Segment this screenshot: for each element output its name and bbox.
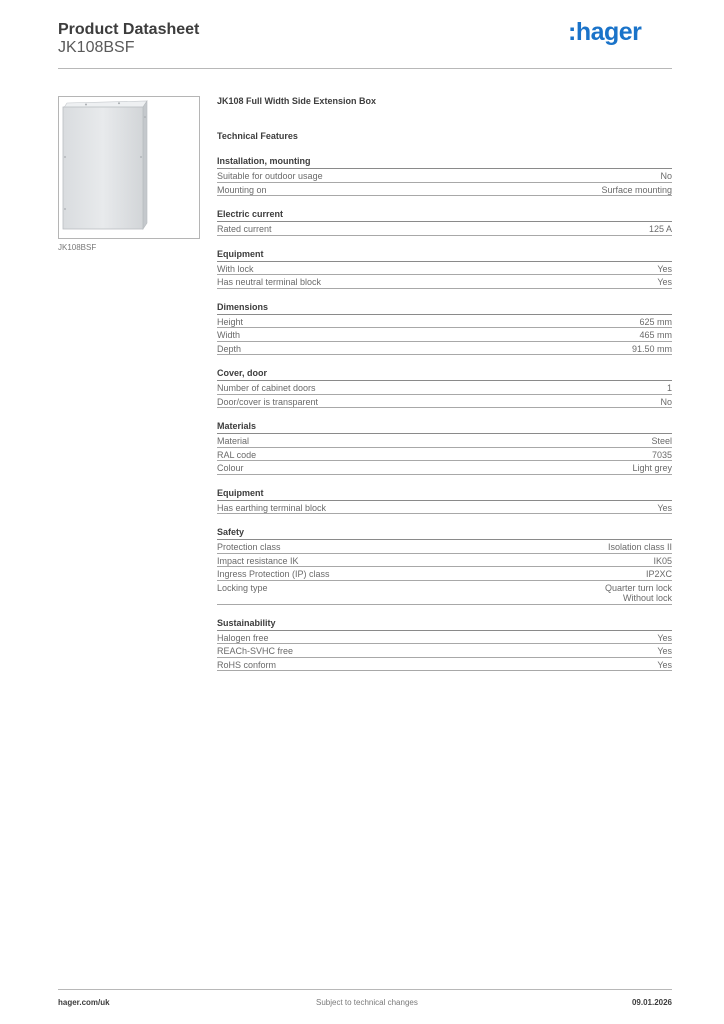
spec-value [660, 171, 672, 182]
spec-group-title: Equipment [217, 487, 672, 501]
spec-value-line: Light grey [632, 463, 672, 473]
spec-group [217, 487, 672, 515]
spec-row [217, 395, 672, 409]
spec-label: Width [217, 330, 241, 340]
spec-value-line: No [660, 171, 672, 181]
spec-value [667, 383, 672, 394]
footer-notice: Subject to technical changes [316, 998, 418, 1007]
spec-value [657, 660, 672, 671]
spec-value-line: IP2XC [645, 569, 672, 579]
spec-value [639, 317, 672, 328]
spec-value-line: Yes [657, 277, 672, 287]
spec-value [601, 185, 672, 196]
spec-label: REACh-SVHC free [217, 646, 294, 656]
spec-row [217, 434, 672, 448]
spec-row [217, 567, 672, 581]
spec-value-line: Yes [657, 659, 672, 670]
spec-row [217, 315, 672, 329]
product-image [58, 96, 200, 239]
spec-group [217, 248, 672, 289]
spec-group [217, 155, 672, 196]
spec-group [217, 301, 672, 356]
spec-label: RAL code [217, 449, 257, 460]
spec-value [660, 397, 672, 408]
spec-row [217, 222, 672, 236]
spec-group-title: Dimensions [217, 301, 672, 315]
spec-content [217, 95, 672, 671]
image-caption: JK108BSF [58, 243, 97, 252]
spec-row [217, 328, 672, 342]
product-name: JK108 Full Width Side Extension Box [217, 96, 376, 106]
spec-value-line: Yes [657, 632, 672, 643]
spec-row [217, 461, 672, 475]
spec-value [646, 569, 672, 580]
hager-logo: :hager [568, 18, 642, 46]
spec-value-line: 7035 [651, 449, 672, 460]
spec-value [657, 633, 672, 644]
spec-row [217, 262, 672, 276]
spec-row [217, 342, 672, 356]
spec-row [217, 381, 672, 395]
spec-group [217, 420, 672, 475]
spec-value-line: 1 [666, 383, 672, 393]
spec-value [632, 463, 672, 474]
spec-value-line: 91.50 mm [631, 343, 672, 354]
technical-features-heading: Technical Features [217, 131, 298, 141]
spec-value-line: Steel [651, 436, 672, 446]
spec-row [217, 169, 672, 183]
spec-value-line: No [660, 396, 672, 407]
spec-groups [217, 155, 672, 671]
spec-value-line: 465 mm [639, 330, 672, 340]
spec-value-line: 625 mm [639, 316, 672, 327]
spec-value-line: Yes [657, 263, 672, 274]
spec-group [217, 208, 672, 236]
spec-label: Material [217, 436, 250, 446]
spec-row [217, 448, 672, 462]
page-title: Product Datasheet [58, 21, 200, 38]
spec-label: Rated current [217, 224, 272, 234]
spec-value [639, 330, 672, 341]
header-divider [58, 68, 672, 69]
spec-group-title: Equipment [217, 248, 672, 262]
spec-row [217, 658, 672, 672]
spec-label: Locking type [217, 582, 268, 593]
spec-value [608, 542, 672, 553]
spec-label: With lock [217, 263, 254, 274]
spec-label: Depth [217, 343, 242, 354]
spec-value-line: Without lock [622, 593, 672, 603]
spec-value-line: 125 A [648, 224, 672, 234]
spec-label: Impact resistance IK [217, 555, 299, 566]
spec-value-line: Quarter turn lock [604, 582, 672, 593]
spec-group-title: Installation, mounting [217, 155, 672, 169]
spec-value [657, 264, 672, 275]
spec-label: Suitable for outdoor usage [217, 171, 323, 181]
spec-group [217, 367, 672, 408]
spec-label: Ingress Protection (IP) class [217, 569, 330, 579]
spec-value [649, 224, 672, 235]
spec-group-title: Cover, door [217, 367, 672, 381]
spec-value [653, 556, 672, 567]
spec-row [217, 581, 672, 605]
spec-value [657, 503, 672, 514]
spec-row [217, 183, 672, 197]
spec-label: Height [217, 316, 244, 327]
spec-value-line: Isolation class II [607, 542, 672, 552]
spec-label: Colour [217, 463, 244, 473]
footer-divider [58, 989, 672, 990]
spec-value [657, 646, 672, 657]
spec-label: Mounting on [217, 184, 267, 195]
spec-row [217, 554, 672, 568]
spec-label: Halogen free [217, 632, 269, 643]
spec-row [217, 275, 672, 289]
spec-value-line: Yes [657, 502, 672, 513]
spec-label: Has earthing terminal block [217, 502, 327, 513]
spec-row [217, 631, 672, 645]
spec-value [605, 583, 672, 604]
spec-group-title: Materials [217, 420, 672, 434]
spec-group-title: Sustainability [217, 617, 672, 631]
spec-row [217, 644, 672, 658]
footer-date: 09.01.2026 [631, 998, 672, 1007]
spec-value-line: Surface mounting [601, 184, 672, 195]
spec-label: RoHS conform [217, 659, 277, 670]
spec-value [652, 450, 672, 461]
spec-label: Protection class [217, 542, 281, 552]
spec-value [651, 436, 672, 447]
spec-group [217, 617, 672, 672]
footer-website: hager.com/uk [58, 998, 110, 1007]
spec-label: Door/cover is transparent [217, 396, 319, 407]
spec-row [217, 540, 672, 554]
spec-value-line: IK05 [653, 555, 672, 566]
spec-group-title: Electric current [217, 208, 672, 222]
spec-label: Number of cabinet doors [217, 383, 316, 393]
spec-value-line: Yes [657, 646, 672, 656]
product-code: JK108BSF [58, 39, 135, 56]
spec-group-title: Safety [217, 526, 672, 540]
spec-label: Has neutral terminal block [217, 277, 322, 287]
spec-value [657, 277, 672, 288]
spec-group [217, 526, 672, 605]
enclosure-illustration [59, 97, 199, 238]
spec-row [217, 501, 672, 515]
spec-value [632, 344, 672, 355]
